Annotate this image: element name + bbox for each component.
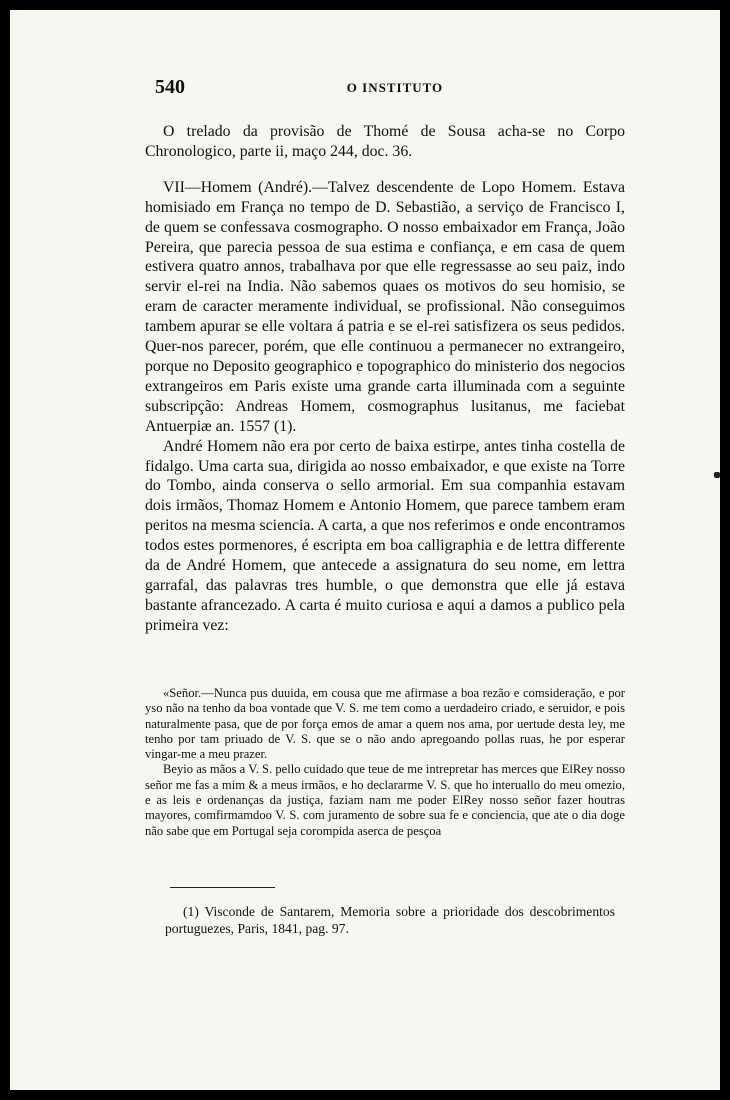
running-title: O INSTITUTO [346,80,444,95]
quote-paragraph: Beyio as mãos a V. S. pello cuidado que teue de me intrepretar has merces que ElRey nosso señor me fas a mim & a meus irmãos, e ho declararme V. S. que ho interuallo do meu omezio, e as leis e ordenanças da justiça, faziam nam me poder ElRey nosso señor fazer houtras mayores, comfirmamdoo V. S. com juramento de sobre sua fe e conciencia, que ate o dia doge não sabe que em Portugal seja corompida aserca de pesçoa [145,762,625,838]
page-number: 540 [155,76,185,98]
paragraph-homem-andre: VII—Homem (André).—Talvez descendente de Lopo Homem. Estava homisiado em França no tempo de D. Sebastião, a serviço de Francisco I, de quem se confessava cosmographo. O nosso embaixador em França, João Pereira, que parecia pessoa de sua estima e confiança, e em casa de quem estivera quatro annos, trabalhava por que elle regressasse ao seu paiz, indo servir el-rei na India. Não sabemos quaes os motivos do seu homisio, se eram de caracter meramente individual, se profissional. Não conseguimos tambem apurar se elle voltara á patria e se el-rei satisfizera os seus pedidos. Quer-nos parecer, porém, que elle continuou a permanecer no extrangeiro, porque no Deposito geographico e topographico do ministerio dos negocios extrangeiros em Paris existe uma grande carta illuminada com a seguinte subscripção: Andreas Homem, cosmographus lusitanus, me faciebat Antuerpiæ an. 1557 (1). [145,178,625,435]
footnote [165,903,615,937]
paragraph-carta: André Homem não era por certo de baixa estirpe, antes tinha costella de fidalgo. Uma carta sua, dirigida ao nosso embaixador, e que existe na Torre do Tombo, ainda conserva o sello armorial. Em sua companhia estavam dois irmãos, Thomaz Homem e Antonio Homem, que parece tambem eram peritos na mesma sciencia. A carta, a que nos referimos e onde encontramos todos estes pormenores, é escripta em boa calligraphia e de lettra differente da de André Homem, que antecede a assignatura do seu nome, em lettra garrafal, das palavras tres humble, o que demonstra que elle já estava bastante afrancezado. A carta é muito curiosa e aqui a damos a publico pela primeira vez: [145,437,625,634]
margin-mark [714,472,720,478]
footnote-text: (1) Visconde de Santarem, Memoria sobre a prioridade dos descobrimentos portuguezes, Paris, 1841, pag. 97. [165,904,615,936]
quote-paragraph: «Señor.—Nunca pus duuida, em cousa que me afirmase a boa rezão e comsideração, e por yso não na tenho da boa vontade que V. S. me tem como a uerdadeiro criado, e seruidor, e pois naturalmente pasa, que de por força emos de amar a quem nos ama, por uertude desta ley, me tenho por tam priuado de V. S. que se o não ando apregoando pollas ruas, he por esperar vingar-me a meu prazer. [145,686,625,762]
paragraph-provisao: O trelado da provisão de Thomé de Sousa acha-se no Corpo Chronologico, parte ii, maço 244, doc. 36. [145,123,625,160]
main-text [145,122,625,636]
running-head [155,76,635,102]
letter-quote [145,686,625,839]
book-page [10,10,720,1090]
footnote-rule [170,887,275,888]
